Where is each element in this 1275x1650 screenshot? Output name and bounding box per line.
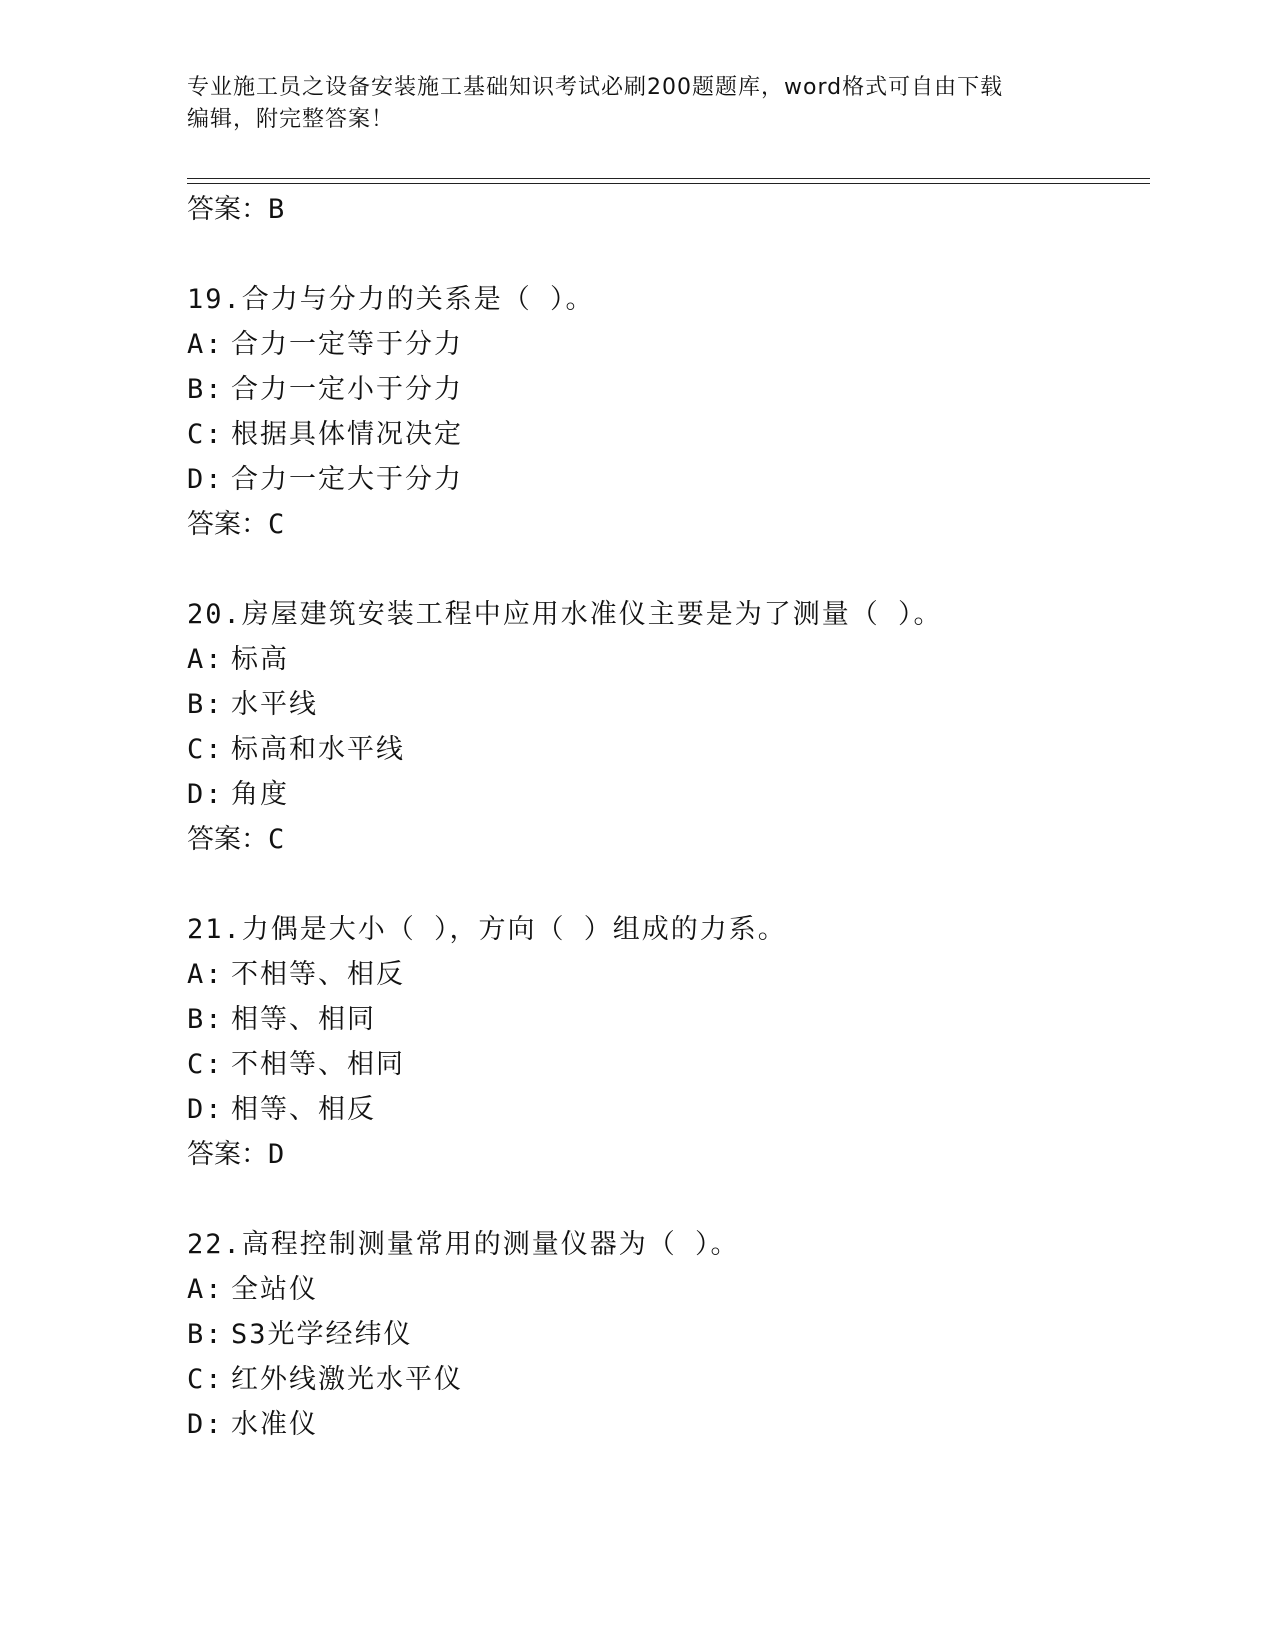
option-letter: C: bbox=[187, 419, 224, 450]
option-letter: C: bbox=[187, 734, 224, 765]
answer-label: 答案： bbox=[187, 509, 268, 540]
option-text: 红外线激光水平仪 bbox=[231, 1364, 463, 1395]
answer-label: 答案： bbox=[187, 1139, 268, 1170]
answer-value: D bbox=[268, 1139, 285, 1170]
question-19-option-d bbox=[187, 462, 463, 498]
question-19-answer bbox=[187, 507, 284, 543]
option-letter: B: bbox=[187, 374, 224, 405]
option-letter: D: bbox=[187, 1094, 224, 1125]
option-letter: A: bbox=[187, 329, 224, 360]
question-19-option-c bbox=[187, 417, 463, 453]
option-text: 水准仪 bbox=[231, 1409, 318, 1440]
option-text: 标高和水平线 bbox=[231, 734, 405, 765]
option-text: 不相等、相反 bbox=[231, 959, 405, 990]
question-22-option-b bbox=[187, 1317, 413, 1353]
option-letter: D: bbox=[187, 1409, 224, 1440]
answer-value: C bbox=[268, 824, 285, 855]
option-letter: A: bbox=[187, 1274, 224, 1305]
previous-answer bbox=[187, 192, 284, 228]
option-text: 合力一定大于分力 bbox=[231, 464, 463, 495]
answer-label: 答案： bbox=[187, 824, 268, 855]
option-letter: A: bbox=[187, 644, 224, 675]
question-21-text: 21.力偶是大小（ ），方向（ ）组成的力系。 bbox=[187, 914, 787, 945]
option-letter: B: bbox=[187, 1004, 224, 1035]
answer-value: C bbox=[268, 509, 285, 540]
option-text: 合力一定等于分力 bbox=[231, 329, 463, 360]
option-letter: D: bbox=[187, 779, 224, 810]
question-20-option-a bbox=[187, 642, 289, 678]
option-letter: C: bbox=[187, 1364, 224, 1395]
header-line-2: 编辑，附完整答案！ bbox=[187, 107, 395, 132]
question-22-text: 22.高程控制测量常用的测量仪器为（ ）。 bbox=[187, 1229, 740, 1260]
option-text: 合力一定小于分力 bbox=[231, 374, 463, 405]
question-21-option-d bbox=[187, 1092, 376, 1128]
question-21-answer bbox=[187, 1137, 284, 1173]
question-22-option-d bbox=[187, 1407, 318, 1443]
question-20-option-b bbox=[187, 687, 318, 723]
question-21-option-b bbox=[187, 1002, 376, 1038]
option-text: 标高 bbox=[231, 644, 289, 675]
option-letter: A: bbox=[187, 959, 224, 990]
question-19-text: 19.合力与分力的关系是（ ）。 bbox=[187, 284, 595, 315]
option-text: S3光学经纬仪 bbox=[231, 1319, 413, 1350]
option-text: 根据具体情况决定 bbox=[231, 419, 463, 450]
option-text: 水平线 bbox=[231, 689, 318, 720]
question-21-option-c bbox=[187, 1047, 405, 1083]
header-line-1: 专业施工员之设备安装施工基础知识考试必刷200题题库，word格式可自由下载 bbox=[187, 75, 1004, 100]
option-text: 角度 bbox=[231, 779, 289, 810]
header-rule-bottom bbox=[187, 183, 1150, 184]
question-20-text: 20.房屋建筑安装工程中应用水准仪主要是为了测量（ ）。 bbox=[187, 599, 943, 630]
question-22-option-a bbox=[187, 1272, 318, 1308]
question-21-option-a bbox=[187, 957, 405, 993]
option-text: 全站仪 bbox=[231, 1274, 318, 1305]
question-19-option-b bbox=[187, 372, 463, 408]
option-letter: B: bbox=[187, 1319, 224, 1350]
question-20-option-d bbox=[187, 777, 289, 813]
option-text: 相等、相同 bbox=[231, 1004, 376, 1035]
answer-value: B bbox=[268, 194, 285, 225]
option-text: 相等、相反 bbox=[231, 1094, 376, 1125]
option-letter: C: bbox=[187, 1049, 224, 1080]
option-letter: B: bbox=[187, 689, 224, 720]
header-rule-top bbox=[187, 178, 1150, 179]
question-22-option-c bbox=[187, 1362, 463, 1398]
question-19-option-a bbox=[187, 327, 463, 363]
question-20-answer bbox=[187, 822, 284, 858]
answer-label: 答案： bbox=[187, 194, 268, 225]
option-text: 不相等、相同 bbox=[231, 1049, 405, 1080]
question-20-option-c bbox=[187, 732, 405, 768]
option-letter: D: bbox=[187, 464, 224, 495]
document-header bbox=[187, 72, 1087, 136]
